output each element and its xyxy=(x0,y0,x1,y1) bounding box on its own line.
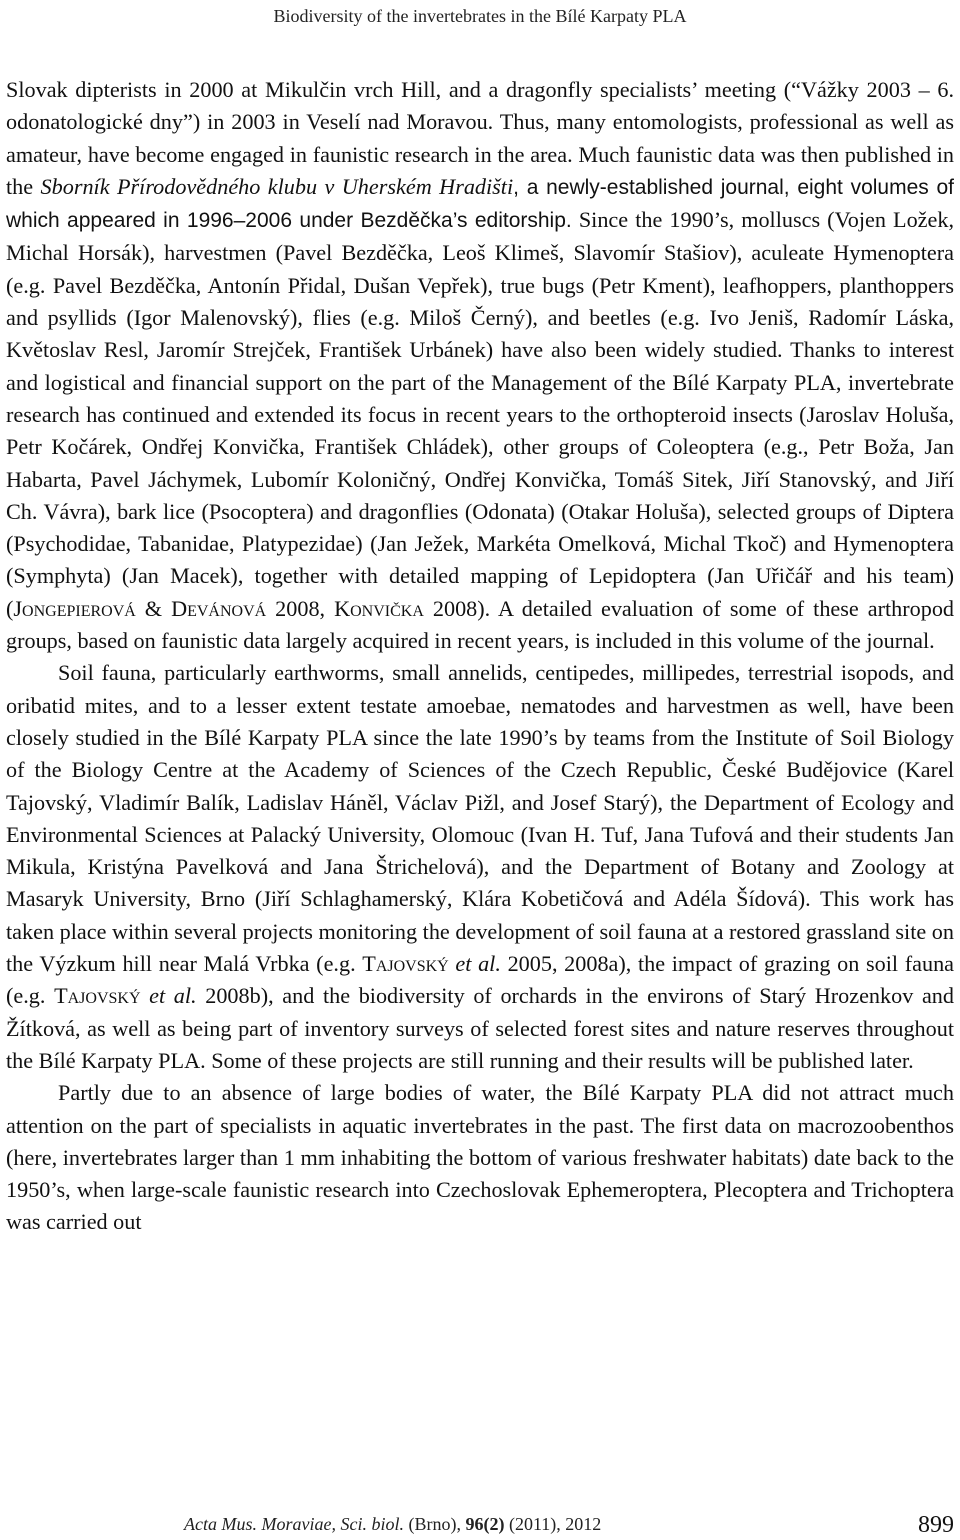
paragraph-1 xyxy=(6,74,954,657)
paragraph-3-text: Partly due to an absence of large bodies of water, the Bílé Karpaty PLA did not attract much attention on the part of specialists in aquatic invertebrates in the past. The first data on macrozoobenthos (here, invertebrates larger than 1 mm inhabiting the bottom of various freshwater habitats) date back to the 1950’s, when large-scale faunistic research into Czechoslovak Ephemeroptera, Plecoptera and Trichoptera was carried out xyxy=(6,1080,954,1235)
citation-ampersand: & xyxy=(135,595,172,621)
paragraph-3 xyxy=(6,1077,954,1238)
paragraph-1-text-b: , a newly-established journal, eight volumes of which appeared in 1996–2006 under Bezděčka’s editorship. xyxy=(6,175,954,233)
running-head: Biodiversity of the invertebrates in the Bílé Karpaty PLA xyxy=(273,6,687,26)
journal-name: Sborník Přírodovědného klubu v Uherském Hradišti xyxy=(40,173,514,199)
citation-year: 2008, xyxy=(266,595,335,621)
paragraph-2-text-a: Soil fauna, particularly earthworms, small annelids, centipedes, millipedes, terrestrial isopods, and oribatid mites, and to a lesser extent testate amoebae, nematodes and harvestmen as well, have been closely studied in the Bílé Karpaty PLA since the late 1990’s by teams from the Institute of Soil Biology of the Biology Centre at the Academy of Sciences of the Czech Republic, České Budějovice (Karel Tajovský, Vladimír Balík, Ladislav Háněl, Václav Pižl, and Josef Starý), the Department of Ecology and Environmental Sciences at Palacký University, Olomouc (Ivan H. Tuf, Jana Tufová and their students Jan Mikula, Kristýna Pavelková and Jana Štrichelová), and the Department of Botany and Zoology at Masaryk University, Brno (Jiří Schlaghamerský, Klára Kobetičová and Adéla Šídová). This work has taken place within several projects monitoring the development of soil fauna at a restored grassland site on the Výzkum hill near Malá Vrbka (e.g. xyxy=(6,660,954,977)
citation-years: 2005, 2008a), the impact of grazing on soil fauna (e.g. xyxy=(6,951,955,1009)
journal-citation xyxy=(184,1514,601,1535)
citation-author: Konvička xyxy=(334,595,424,621)
citation-author: Tajovský xyxy=(54,983,141,1009)
journal-place: (Brno), xyxy=(403,1514,466,1534)
citation-author: Jongepierová xyxy=(13,595,136,621)
article-body xyxy=(6,74,954,1239)
paragraph-1-text-c: Since the 1990’s, molluscs (Vojen Ložek, Michal Horsák), harvestmen (Pavel Bezděčka, Leoš Klimeš, Slavomír Stašiov), aculeate Hymenoptera (e.g. Pavel Bezděčka, Antonín Přidal, Dušan Vepřek), true bugs (Petr Kment), leafhoppers, planthoppers and psyllids (Igor Malenovský), flies (e.g. Miloš Černý), and beetles (e.g. Ivo Jeniš, Radomír Láska, Květoslav Resl, Jaromír Strejček, František Urbánek) have also been widely studied. Thanks to interest and logistical and financial support on the part of the Management of the Bílé Karpaty PLA, invertebrate research has continued and extended its focus in recent years to the orthopteroid insects (Jaroslav Holuša, Petr Kočárek, Ondřej Konvička, František Chládek), other groups of Coleoptera (e.g., Petr Boža, Jan Habarta, Pavel Jáchymek, Lubomír Koloničný, Ondřej Konvička, Tomáš Sitek, Jiří Stanovský, and Jiří Ch. Vávra), bark lice (Psocoptera) and dragonflies (Odonata) (Otakar Holuša), selected groups of Diptera (Psychodidae, Tabanidae, Platypezidae) (Jan Ježek, Markéta Omelková, Michal Tkoč) and Hymenoptera (Symphyta) (Jan Macek), together with detailed mapping of Lepidoptera (Jan Uřičář and his team) ( xyxy=(6,207,955,621)
paragraph-2 xyxy=(6,657,954,1077)
citation-et-al: et al. xyxy=(455,951,501,977)
paragraph-2-text-b: 2008b), and the biodiversity of orchards in the environs of Starý Hrozenkov and Žítková, as well as being part of inventory surveys of selected forest sites and nature reserves throughout the Bílé Karpaty PLA. Some of these projects are still running and their results will be published later. xyxy=(6,983,954,1073)
paragraph-1-text-d: 2008). A detailed evaluation of some of these arthropod groups, based on faunistic data largely acquired in recent years, is included in this volume of the journal. xyxy=(6,595,955,654)
citation-author: Devánová xyxy=(171,595,267,621)
page-footer xyxy=(0,1514,960,1540)
citation-author: Tajovský xyxy=(362,951,449,977)
page-number: 899 xyxy=(918,1512,954,1538)
citation-et-al: et al. xyxy=(149,983,197,1009)
journal-abbrev: Acta Mus. Moraviae, Sci. biol. xyxy=(184,1514,404,1534)
paragraph-1-text-a: Slovak dipterists in 2000 at Mikulčin vrch Hill, and a dragonfly specialists’ meeting (“Vážky 2003 – 6. odonatologické dny”) in 2003 in Veselí nad Moravou. Thus, many entomologists, professional as well as amateur, have become engaged in faunistic research in the area. Much faunistic data was then published in the xyxy=(6,77,954,199)
journal-volume: 96 xyxy=(465,1514,484,1534)
journal-issue: (2) xyxy=(483,1514,505,1534)
journal-year-pages: (2011), 2012 xyxy=(504,1514,602,1534)
